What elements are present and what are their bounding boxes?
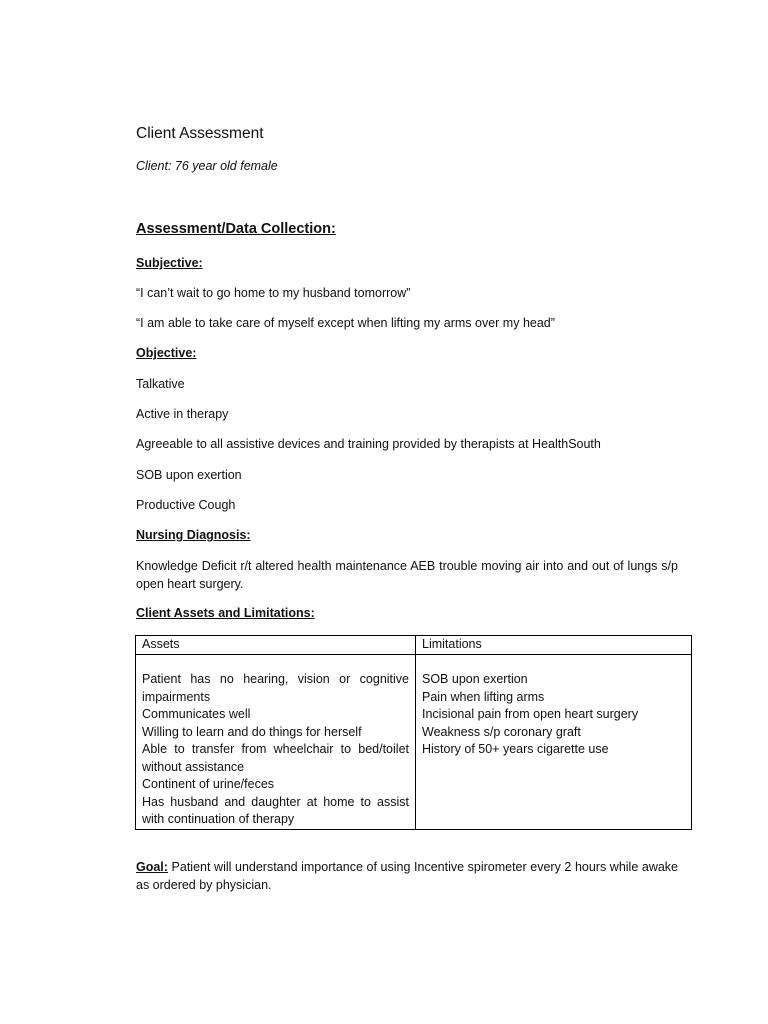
- asset-item: Able to transfer from wheelchair to bed/toilet: [142, 742, 409, 756]
- nursing-diagnosis-text: Knowledge Deficit r/t altered health maintenance AEB trouble moving air into and out of lungs s/p open heart surgery.: [136, 559, 678, 591]
- objective-heading: Objective:: [136, 346, 197, 360]
- objective-item: SOB upon exertion: [136, 468, 242, 482]
- limitation-item: Weakness s/p coronary graft: [422, 724, 581, 739]
- asset-item: with continuation of therapy: [142, 812, 295, 826]
- goal-label: Goal:: [136, 860, 168, 874]
- asset-item: Willing to learn and do things for herself: [142, 724, 362, 739]
- limitation-item: Incisional pain from open heart surgery: [422, 707, 639, 721]
- nursing-diagnosis-heading: Nursing Diagnosis:: [136, 528, 251, 542]
- document-title: Client Assessment: [136, 125, 264, 142]
- subjective-heading: Subjective:: [136, 256, 203, 270]
- limitation-item: SOB upon exertion: [422, 672, 528, 686]
- limitation-item: History of 50+ years cigarette use: [422, 742, 609, 756]
- objective-item: Productive Cough: [136, 498, 236, 512]
- asset-item: without assistance: [142, 759, 245, 774]
- objective-item: Talkative: [136, 377, 185, 391]
- goal-paragraph: [136, 859, 678, 894]
- table-header-assets: Assets: [136, 636, 416, 655]
- table-header-limitations: Limitations: [416, 636, 692, 655]
- asset-item: Patient has no hearing, vision or cognitive: [142, 672, 409, 686]
- asset-item: Continent of urine/feces: [142, 777, 275, 791]
- limitation-item: Pain when lifting arms: [422, 689, 545, 704]
- client-info: Client: 76 year old female: [136, 159, 278, 173]
- objective-item: Agreeable to all assistive devices and training provided by therapists at HealthSouth: [136, 437, 601, 451]
- asset-item: impairments: [142, 689, 211, 704]
- assets-limitations-table: [135, 635, 692, 830]
- goal-text: Patient will understand importance of using Incentive spirometer every 2 hours while awake as ordered by physician.: [136, 860, 678, 892]
- subjective-quote: “I can’t wait to go home to my husband tomorrow”: [136, 286, 411, 300]
- section-heading: Assessment/Data Collection:: [136, 221, 336, 237]
- asset-item: Has husband and daughter at home to assist: [142, 794, 409, 809]
- limitations-cell: [416, 655, 692, 830]
- asset-item: Communicates well: [142, 707, 251, 721]
- assets-limitations-heading: Client Assets and Limitations:: [136, 606, 315, 620]
- objective-item: Active in therapy: [136, 407, 229, 421]
- subjective-quote: “I am able to take care of myself except when lifting my arms over my head”: [136, 316, 555, 330]
- assets-cell: [136, 655, 416, 830]
